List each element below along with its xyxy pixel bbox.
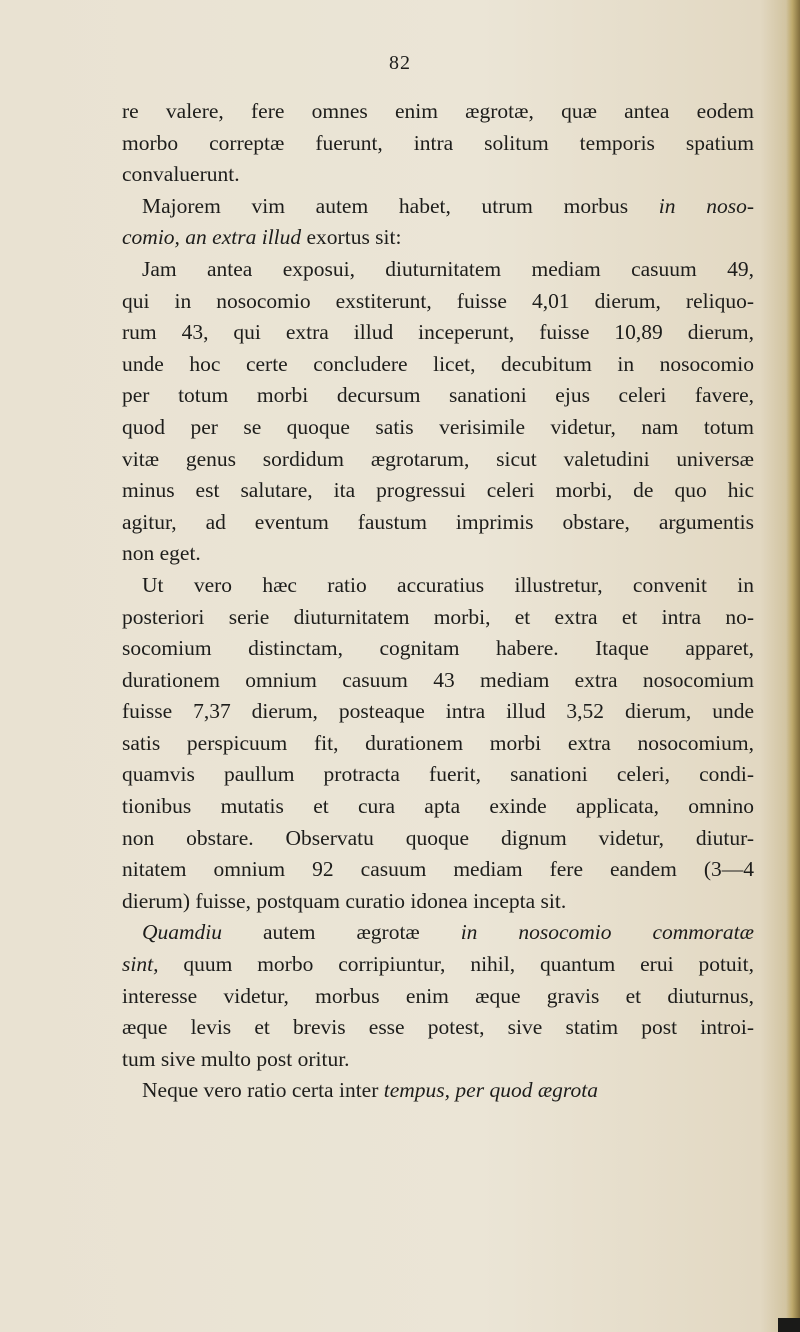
text-line [122,823,754,855]
text-line [122,981,754,1013]
text-line [122,759,754,791]
text-segment: quamvis paullum protracta fuerit, sanationi celeri, condi- [122,762,754,787]
text-segment: satis perspicuum fit, durationem morbi extra nosocomium, [122,730,754,755]
text-segment: æque levis et brevis esse potest, sive statim post introi- [122,1015,754,1040]
text-segment: Neque vero ratio certa inter [142,1078,384,1103]
text-segment: non obstare. Observatu quoque dignum videtur, diutur- [122,825,754,850]
corner-mark [778,1318,800,1332]
text-segment: exortus sit: [301,225,402,250]
text-line [122,917,754,949]
text-line [122,886,754,918]
paragraph [122,96,754,191]
text-line [122,538,754,570]
text-line [122,96,754,128]
text-segment: interesse videtur, morbus enim æque gravis et diuturnus, [122,983,754,1008]
text-segment: Jam antea exposui, diuturnitatem mediam casuum 49, [142,256,754,281]
page-edge-shadow [786,0,800,1332]
italic-phrase: tempus, per quod ægrota [383,1078,598,1103]
text-line [122,317,754,349]
text-line [122,728,754,760]
text-line [122,854,754,886]
text-line [122,380,754,412]
italic-phrase: Quamdiu [142,920,223,945]
text-segment: morbo correptæ fuerunt, intra solitum temporis spatium [122,130,754,155]
text-line [122,222,754,254]
text-line [122,602,754,634]
page-number: 82 [389,52,411,74]
text-segment: nitatem omnium 92 casuum mediam fere eandem (3—4 [122,857,754,882]
italic-phrase: sint, [122,952,159,977]
text-segment: socomium distinctam, cognitam habere. Itaque apparet, [122,636,754,661]
text-segment: rum 43, qui extra illud inceperunt, fuisse 10,89 dierum, [122,320,754,345]
text-line [122,1044,754,1076]
text-line [122,128,754,160]
text-line [122,949,754,981]
paragraph [122,1075,754,1107]
text-line [122,696,754,728]
text-line [122,159,754,191]
italic-phrase: in nosocomio commoratæ [460,920,754,945]
italic-phrase: comio, an extra illud [122,225,302,250]
text-segment: tum sive multo post oritur. [122,1046,350,1071]
text-line [122,633,754,665]
text-segment: autem ægrotæ [222,920,461,945]
text-segment: re valere, fere omnes enim ægrotæ, quæ antea eodem [122,99,754,123]
text-segment: Ut vero hæc ratio accuratius illustretur, convenit in [142,572,754,597]
text-segment: dierum) fuisse, postquam curatio idonea incepta sit. [122,888,567,913]
text-segment: quum morbo corripiuntur, nihil, quantum erui potuit, [158,952,754,977]
text-segment: agitur, ad eventum faustum imprimis obstare, argumentis [122,509,754,534]
text-line [122,1012,754,1044]
text-line [122,191,754,223]
text-segment: non eget. [122,541,201,566]
text-segment: fuisse 7,37 dierum, posteaque intra illud 3,52 dierum, unde [122,699,754,724]
text-segment: per totum morbi decursum sanationi ejus celeri favere, [122,383,754,408]
text-line [122,412,754,444]
paragraph [122,917,754,1075]
text-segment: quod per se quoque satis verisimile videtur, nam totum [122,414,754,439]
text-segment: minus est salutare, ita progressui celeri morbi, de quo hic [122,478,754,503]
paragraph [122,191,754,254]
text-line [122,1075,754,1107]
text-segment: convaluerunt. [122,162,240,187]
body-text [122,96,754,1107]
text-line [122,791,754,823]
text-segment: posteriori serie diuturnitatem morbi, et extra et intra no- [122,604,754,629]
text-line [122,349,754,381]
text-line [122,286,754,318]
text-line [122,444,754,476]
text-segment: unde hoc certe concludere licet, decubitum in nosocomio [122,351,754,376]
text-line [122,570,754,602]
text-segment: vitæ genus sordidum ægrotarum, sicut valetudini universæ [122,446,754,471]
text-line [122,507,754,539]
text-segment: qui in nosocomio exstiterunt, fuisse 4,01 dierum, reliquo- [122,288,754,313]
text-line [122,475,754,507]
text-line [122,254,754,286]
italic-phrase: in noso- [658,193,754,218]
text-segment: Majorem vim autem habet, utrum morbus [142,193,659,218]
paragraph [122,254,754,570]
text-segment: tionibus mutatis et cura apta exinde applicata, omnino [122,794,754,819]
text-segment: durationem omnium casuum 43 mediam extra nosocomium [122,667,754,692]
text-line [122,665,754,697]
paragraph [122,570,754,918]
